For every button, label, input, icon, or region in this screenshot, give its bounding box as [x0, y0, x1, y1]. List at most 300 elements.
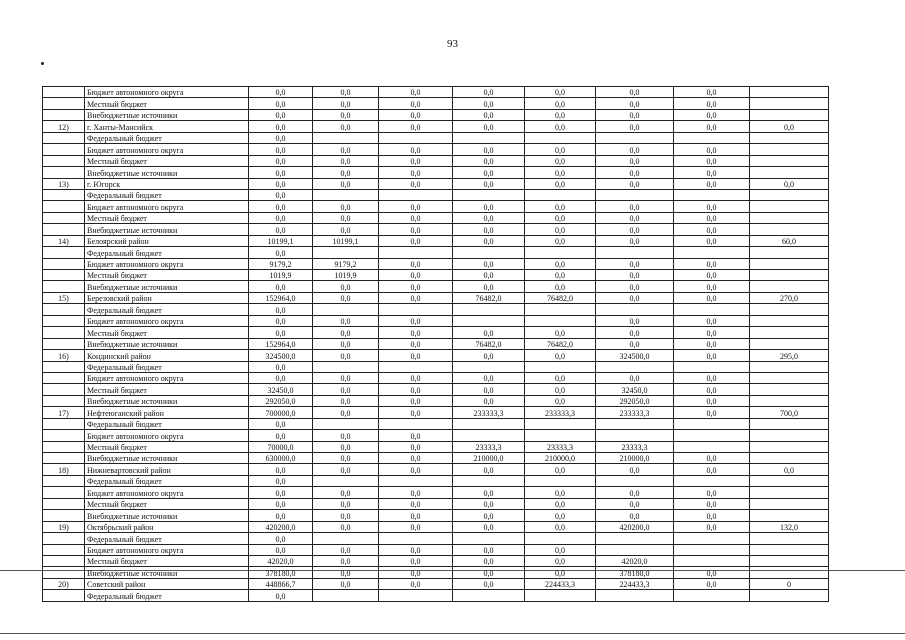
value-cell: 233333,3: [453, 407, 525, 418]
value-cell: [313, 189, 379, 200]
row-label-cell: Федеральный бюджет: [85, 132, 249, 143]
row-number-cell: [43, 258, 85, 269]
value-cell: 0,0: [313, 441, 379, 452]
value-cell: 0,0: [249, 372, 313, 383]
table-row: [43, 430, 829, 441]
value-cell: 0,0: [674, 258, 750, 269]
value-cell: 0,0: [525, 224, 596, 235]
value-cell: 0,0: [453, 510, 525, 521]
value-cell: [750, 475, 829, 486]
row-label-cell: Внебюджетные источники: [85, 567, 249, 578]
row-number-cell: 14): [43, 235, 85, 246]
table-row: [43, 521, 829, 532]
value-cell: 0,0: [249, 487, 313, 498]
value-cell: 0,0: [674, 395, 750, 406]
value-cell: [674, 475, 750, 486]
value-cell: 0,0: [525, 498, 596, 509]
row-number-cell: [43, 338, 85, 349]
value-cell: 0,0: [596, 315, 674, 326]
value-cell: [750, 384, 829, 395]
value-cell: 0,0: [674, 315, 750, 326]
row-label-cell: Федеральный бюджет: [85, 304, 249, 315]
value-cell: 76482,0: [525, 338, 596, 349]
value-cell: 0,0: [313, 212, 379, 223]
value-cell: 0,0: [249, 315, 313, 326]
row-label-cell: Советский район: [85, 578, 249, 589]
value-cell: 420200,0: [249, 521, 313, 532]
value-cell: 0,0: [674, 384, 750, 395]
value-cell: 0,0: [313, 98, 379, 109]
row-number-cell: [43, 418, 85, 429]
value-cell: 448866,7: [249, 578, 313, 589]
table-row: [43, 372, 829, 383]
table-row: [43, 155, 829, 166]
value-cell: [313, 533, 379, 544]
value-cell: 0,0: [313, 338, 379, 349]
value-cell: [750, 109, 829, 120]
value-cell: 0,0: [596, 235, 674, 246]
value-cell: [596, 189, 674, 200]
value-cell: [453, 475, 525, 486]
value-cell: 0,0: [249, 144, 313, 155]
value-cell: [379, 361, 453, 372]
row-number-cell: [43, 567, 85, 578]
value-cell: 0,0: [249, 189, 313, 200]
table-row: [43, 578, 829, 589]
value-cell: 0,0: [525, 98, 596, 109]
value-cell: [750, 590, 829, 601]
value-cell: [750, 418, 829, 429]
value-cell: 0,0: [674, 98, 750, 109]
table-row: [43, 258, 829, 269]
value-cell: 0,0: [525, 201, 596, 212]
value-cell: [453, 418, 525, 429]
value-cell: [750, 212, 829, 223]
row-number-cell: [43, 132, 85, 143]
value-cell: 0,0: [379, 487, 453, 498]
row-number-cell: [43, 384, 85, 395]
value-cell: 0,0: [596, 372, 674, 383]
row-label-cell: Нефтеюганский район: [85, 407, 249, 418]
value-cell: 0,0: [453, 372, 525, 383]
value-cell: 0,0: [453, 87, 525, 98]
table-row: [43, 453, 829, 464]
value-cell: [750, 555, 829, 566]
value-cell: 0,0: [674, 167, 750, 178]
value-cell: [313, 418, 379, 429]
value-cell: 10199,1: [249, 235, 313, 246]
value-cell: 0,0: [379, 350, 453, 361]
value-cell: 0,0: [379, 235, 453, 246]
value-cell: [379, 189, 453, 200]
value-cell: 0,0: [379, 384, 453, 395]
table-row: [43, 555, 829, 566]
value-cell: 0,0: [674, 453, 750, 464]
value-cell: 0,0: [525, 155, 596, 166]
value-cell: 292050,0: [249, 395, 313, 406]
row-number-cell: [43, 189, 85, 200]
value-cell: 0,0: [249, 98, 313, 109]
value-cell: [750, 453, 829, 464]
value-cell: 0,0: [674, 281, 750, 292]
value-cell: 0,0: [249, 224, 313, 235]
row-label-cell: Федеральный бюджет: [85, 361, 249, 372]
value-cell: [750, 510, 829, 521]
value-cell: 0,0: [249, 361, 313, 372]
value-cell: 42020,0: [249, 555, 313, 566]
value-cell: [750, 224, 829, 235]
value-cell: 0,0: [525, 464, 596, 475]
value-cell: 152964,0: [249, 338, 313, 349]
value-cell: 0,0: [596, 498, 674, 509]
value-cell: 0,0: [379, 510, 453, 521]
value-cell: 0,0: [249, 155, 313, 166]
value-cell: 0,0: [379, 430, 453, 441]
value-cell: [750, 144, 829, 155]
table-row: [43, 121, 829, 132]
table-row: [43, 487, 829, 498]
table-row: [43, 418, 829, 429]
table-row: [43, 498, 829, 509]
value-cell: 700000,0: [249, 407, 313, 418]
value-cell: [525, 475, 596, 486]
value-cell: 0,0: [379, 121, 453, 132]
value-cell: 0,0: [596, 87, 674, 98]
row-label-cell: Бюджет автономного округа: [85, 372, 249, 383]
value-cell: 0,0: [379, 212, 453, 223]
value-cell: 0,0: [525, 109, 596, 120]
value-cell: 0,0: [525, 121, 596, 132]
value-cell: 0,0: [674, 235, 750, 246]
table-row: [43, 395, 829, 406]
value-cell: 0,0: [249, 132, 313, 143]
value-cell: 0,0: [453, 544, 525, 555]
value-cell: 0,0: [379, 555, 453, 566]
row-number-cell: 17): [43, 407, 85, 418]
row-label-cell: Местный бюджет: [85, 98, 249, 109]
value-cell: 0,0: [249, 281, 313, 292]
value-cell: 700,0: [750, 407, 829, 418]
value-cell: 0,0: [596, 510, 674, 521]
value-cell: 0,0: [596, 121, 674, 132]
row-label-cell: Бюджет автономного округа: [85, 544, 249, 555]
value-cell: [750, 441, 829, 452]
value-cell: 210000,0: [453, 453, 525, 464]
table-row: [43, 475, 829, 486]
value-cell: 0,0: [249, 430, 313, 441]
value-cell: [379, 132, 453, 143]
value-cell: 270,0: [750, 292, 829, 303]
value-cell: 0,0: [249, 327, 313, 338]
row-number-cell: [43, 453, 85, 464]
row-label-cell: г. Югорск: [85, 178, 249, 189]
value-cell: [525, 304, 596, 315]
value-cell: 0,0: [596, 281, 674, 292]
value-cell: 0,0: [453, 270, 525, 281]
row-label-cell: Внебюджетные источники: [85, 281, 249, 292]
row-label-cell: Местный бюджет: [85, 327, 249, 338]
value-cell: [313, 590, 379, 601]
value-cell: 0,0: [674, 144, 750, 155]
value-cell: 0,0: [525, 555, 596, 566]
value-cell: 76482,0: [453, 338, 525, 349]
value-cell: [453, 304, 525, 315]
value-cell: 0,0: [674, 224, 750, 235]
value-cell: [525, 361, 596, 372]
row-label-cell: Федеральный бюджет: [85, 247, 249, 258]
value-cell: 0,0: [249, 87, 313, 98]
table-row: [43, 315, 829, 326]
value-cell: 0,0: [313, 121, 379, 132]
value-cell: 0,0: [525, 212, 596, 223]
value-cell: 233333,3: [596, 407, 674, 418]
value-cell: 0,0: [453, 109, 525, 120]
row-number-cell: 12): [43, 121, 85, 132]
row-number-cell: [43, 544, 85, 555]
value-cell: 0,0: [379, 407, 453, 418]
value-cell: [674, 361, 750, 372]
row-number-cell: [43, 327, 85, 338]
value-cell: 0,0: [379, 98, 453, 109]
row-number-cell: [43, 315, 85, 326]
value-cell: 76482,0: [525, 292, 596, 303]
value-cell: 1019,9: [313, 270, 379, 281]
value-cell: 292050,0: [596, 395, 674, 406]
value-cell: 0,0: [750, 464, 829, 475]
value-cell: 0,0: [596, 292, 674, 303]
value-cell: [750, 338, 829, 349]
value-cell: 0,0: [525, 350, 596, 361]
value-cell: [453, 590, 525, 601]
value-cell: [313, 475, 379, 486]
value-cell: [750, 327, 829, 338]
value-cell: [674, 189, 750, 200]
row-number-cell: [43, 430, 85, 441]
value-cell: 0,0: [313, 430, 379, 441]
value-cell: 70000,0: [249, 441, 313, 452]
row-number-cell: 19): [43, 521, 85, 532]
value-cell: 0,0: [674, 338, 750, 349]
value-cell: 0,0: [313, 555, 379, 566]
value-cell: 0,0: [313, 578, 379, 589]
row-label-cell: Внебюджетные источники: [85, 167, 249, 178]
value-cell: [525, 189, 596, 200]
value-cell: 23333,3: [453, 441, 525, 452]
value-cell: 0,0: [379, 155, 453, 166]
value-cell: 0,0: [249, 178, 313, 189]
value-cell: 0,0: [313, 144, 379, 155]
value-cell: [674, 590, 750, 601]
value-cell: 0,0: [453, 201, 525, 212]
row-number-cell: 20): [43, 578, 85, 589]
value-cell: 0,0: [453, 498, 525, 509]
value-cell: 0,0: [313, 567, 379, 578]
row-number-cell: [43, 304, 85, 315]
value-cell: 0,0: [525, 270, 596, 281]
value-cell: 0,0: [379, 395, 453, 406]
table-row: [43, 212, 829, 223]
row-number-cell: [43, 224, 85, 235]
value-cell: 9179,2: [313, 258, 379, 269]
value-cell: 0,0: [674, 292, 750, 303]
value-cell: 0,0: [750, 178, 829, 189]
value-cell: 324500,0: [596, 350, 674, 361]
value-cell: 0,0: [453, 178, 525, 189]
table-row: [43, 235, 829, 246]
value-cell: 0,0: [313, 201, 379, 212]
value-cell: 0,0: [313, 521, 379, 532]
value-cell: 42020,0: [596, 555, 674, 566]
value-cell: 0,0: [596, 109, 674, 120]
value-cell: [453, 533, 525, 544]
row-label-cell: Внебюджетные источники: [85, 338, 249, 349]
value-cell: 0,0: [453, 327, 525, 338]
value-cell: 0,0: [596, 167, 674, 178]
value-cell: [674, 544, 750, 555]
row-label-cell: Местный бюджет: [85, 212, 249, 223]
value-cell: 324500,0: [249, 350, 313, 361]
value-cell: [379, 590, 453, 601]
value-cell: 0,0: [596, 212, 674, 223]
table-row: [43, 361, 829, 372]
value-cell: [596, 475, 674, 486]
value-cell: 0,0: [674, 464, 750, 475]
value-cell: 0,0: [379, 453, 453, 464]
value-cell: 0,0: [249, 212, 313, 223]
value-cell: 0,0: [313, 407, 379, 418]
value-cell: [750, 247, 829, 258]
value-cell: 152964,0: [249, 292, 313, 303]
row-number-cell: [43, 395, 85, 406]
table-row: [43, 384, 829, 395]
value-cell: 0,0: [674, 212, 750, 223]
value-cell: 0,0: [525, 567, 596, 578]
row-number-cell: [43, 590, 85, 601]
row-label-cell: Местный бюджет: [85, 155, 249, 166]
table-row: [43, 132, 829, 143]
table-row: [43, 567, 829, 578]
value-cell: [379, 533, 453, 544]
value-cell: 0,0: [453, 464, 525, 475]
row-number-cell: 18): [43, 464, 85, 475]
value-cell: 0,0: [453, 98, 525, 109]
value-cell: 0,0: [596, 464, 674, 475]
value-cell: [453, 132, 525, 143]
row-number-cell: [43, 201, 85, 212]
value-cell: 10199,1: [313, 235, 379, 246]
row-label-cell: Внебюджетные источники: [85, 453, 249, 464]
value-cell: 0,0: [313, 510, 379, 521]
value-cell: 0,0: [249, 533, 313, 544]
row-number-cell: [43, 247, 85, 258]
value-cell: 0,0: [525, 235, 596, 246]
value-cell: 0,0: [525, 521, 596, 532]
value-cell: 0,0: [313, 281, 379, 292]
row-label-cell: Внебюджетные источники: [85, 109, 249, 120]
value-cell: [453, 361, 525, 372]
value-cell: [674, 132, 750, 143]
row-number-cell: [43, 167, 85, 178]
value-cell: 0,0: [674, 407, 750, 418]
value-cell: 0,0: [525, 510, 596, 521]
value-cell: 0,0: [525, 167, 596, 178]
value-cell: 0,0: [596, 487, 674, 498]
value-cell: 378180,0: [249, 567, 313, 578]
value-cell: [596, 361, 674, 372]
row-number-cell: [43, 475, 85, 486]
value-cell: 0,0: [596, 98, 674, 109]
value-cell: 0,0: [379, 567, 453, 578]
table-row: [43, 441, 829, 452]
value-cell: 378180,0: [596, 567, 674, 578]
value-cell: 0,0: [313, 498, 379, 509]
value-cell: 0,0: [453, 578, 525, 589]
value-cell: 0,0: [249, 418, 313, 429]
row-number-cell: [43, 281, 85, 292]
value-cell: 0,0: [379, 441, 453, 452]
value-cell: 0: [750, 578, 829, 589]
row-label-cell: Бюджет автономного округа: [85, 144, 249, 155]
value-cell: [750, 315, 829, 326]
table-row: [43, 338, 829, 349]
value-cell: 0,0: [313, 224, 379, 235]
table-row: [43, 109, 829, 120]
value-cell: 0,0: [750, 121, 829, 132]
value-cell: [379, 304, 453, 315]
value-cell: 0,0: [313, 350, 379, 361]
table-row: [43, 533, 829, 544]
value-cell: 0,0: [525, 87, 596, 98]
value-cell: [750, 372, 829, 383]
table-body: [43, 87, 829, 602]
row-label-cell: Бюджет автономного округа: [85, 87, 249, 98]
value-cell: 0,0: [313, 395, 379, 406]
row-label-cell: Бюджет автономного округа: [85, 258, 249, 269]
row-number-cell: [43, 533, 85, 544]
value-cell: 60,0: [750, 235, 829, 246]
value-cell: 0,0: [453, 155, 525, 166]
row-number-cell: [43, 441, 85, 452]
value-cell: 0,0: [379, 498, 453, 509]
value-cell: [379, 475, 453, 486]
value-cell: [750, 487, 829, 498]
value-cell: [750, 189, 829, 200]
row-label-cell: Белоярский район: [85, 235, 249, 246]
value-cell: [674, 441, 750, 452]
row-number-cell: [43, 361, 85, 372]
row-label-cell: Федеральный бюджет: [85, 590, 249, 601]
value-cell: 0,0: [596, 270, 674, 281]
value-cell: [596, 418, 674, 429]
value-cell: [596, 544, 674, 555]
value-cell: [750, 304, 829, 315]
row-number-cell: [43, 212, 85, 223]
value-cell: 0,0: [596, 201, 674, 212]
value-cell: [750, 361, 829, 372]
row-number-cell: [43, 144, 85, 155]
value-cell: 0,0: [453, 567, 525, 578]
value-cell: [750, 258, 829, 269]
value-cell: 0,0: [674, 498, 750, 509]
table-row: [43, 464, 829, 475]
row-label-cell: Бюджет автономного округа: [85, 201, 249, 212]
value-cell: [750, 201, 829, 212]
row-number-cell: 15): [43, 292, 85, 303]
value-cell: 0,0: [525, 258, 596, 269]
value-cell: 210000,0: [525, 453, 596, 464]
value-cell: 0,0: [674, 521, 750, 532]
value-cell: [596, 247, 674, 258]
